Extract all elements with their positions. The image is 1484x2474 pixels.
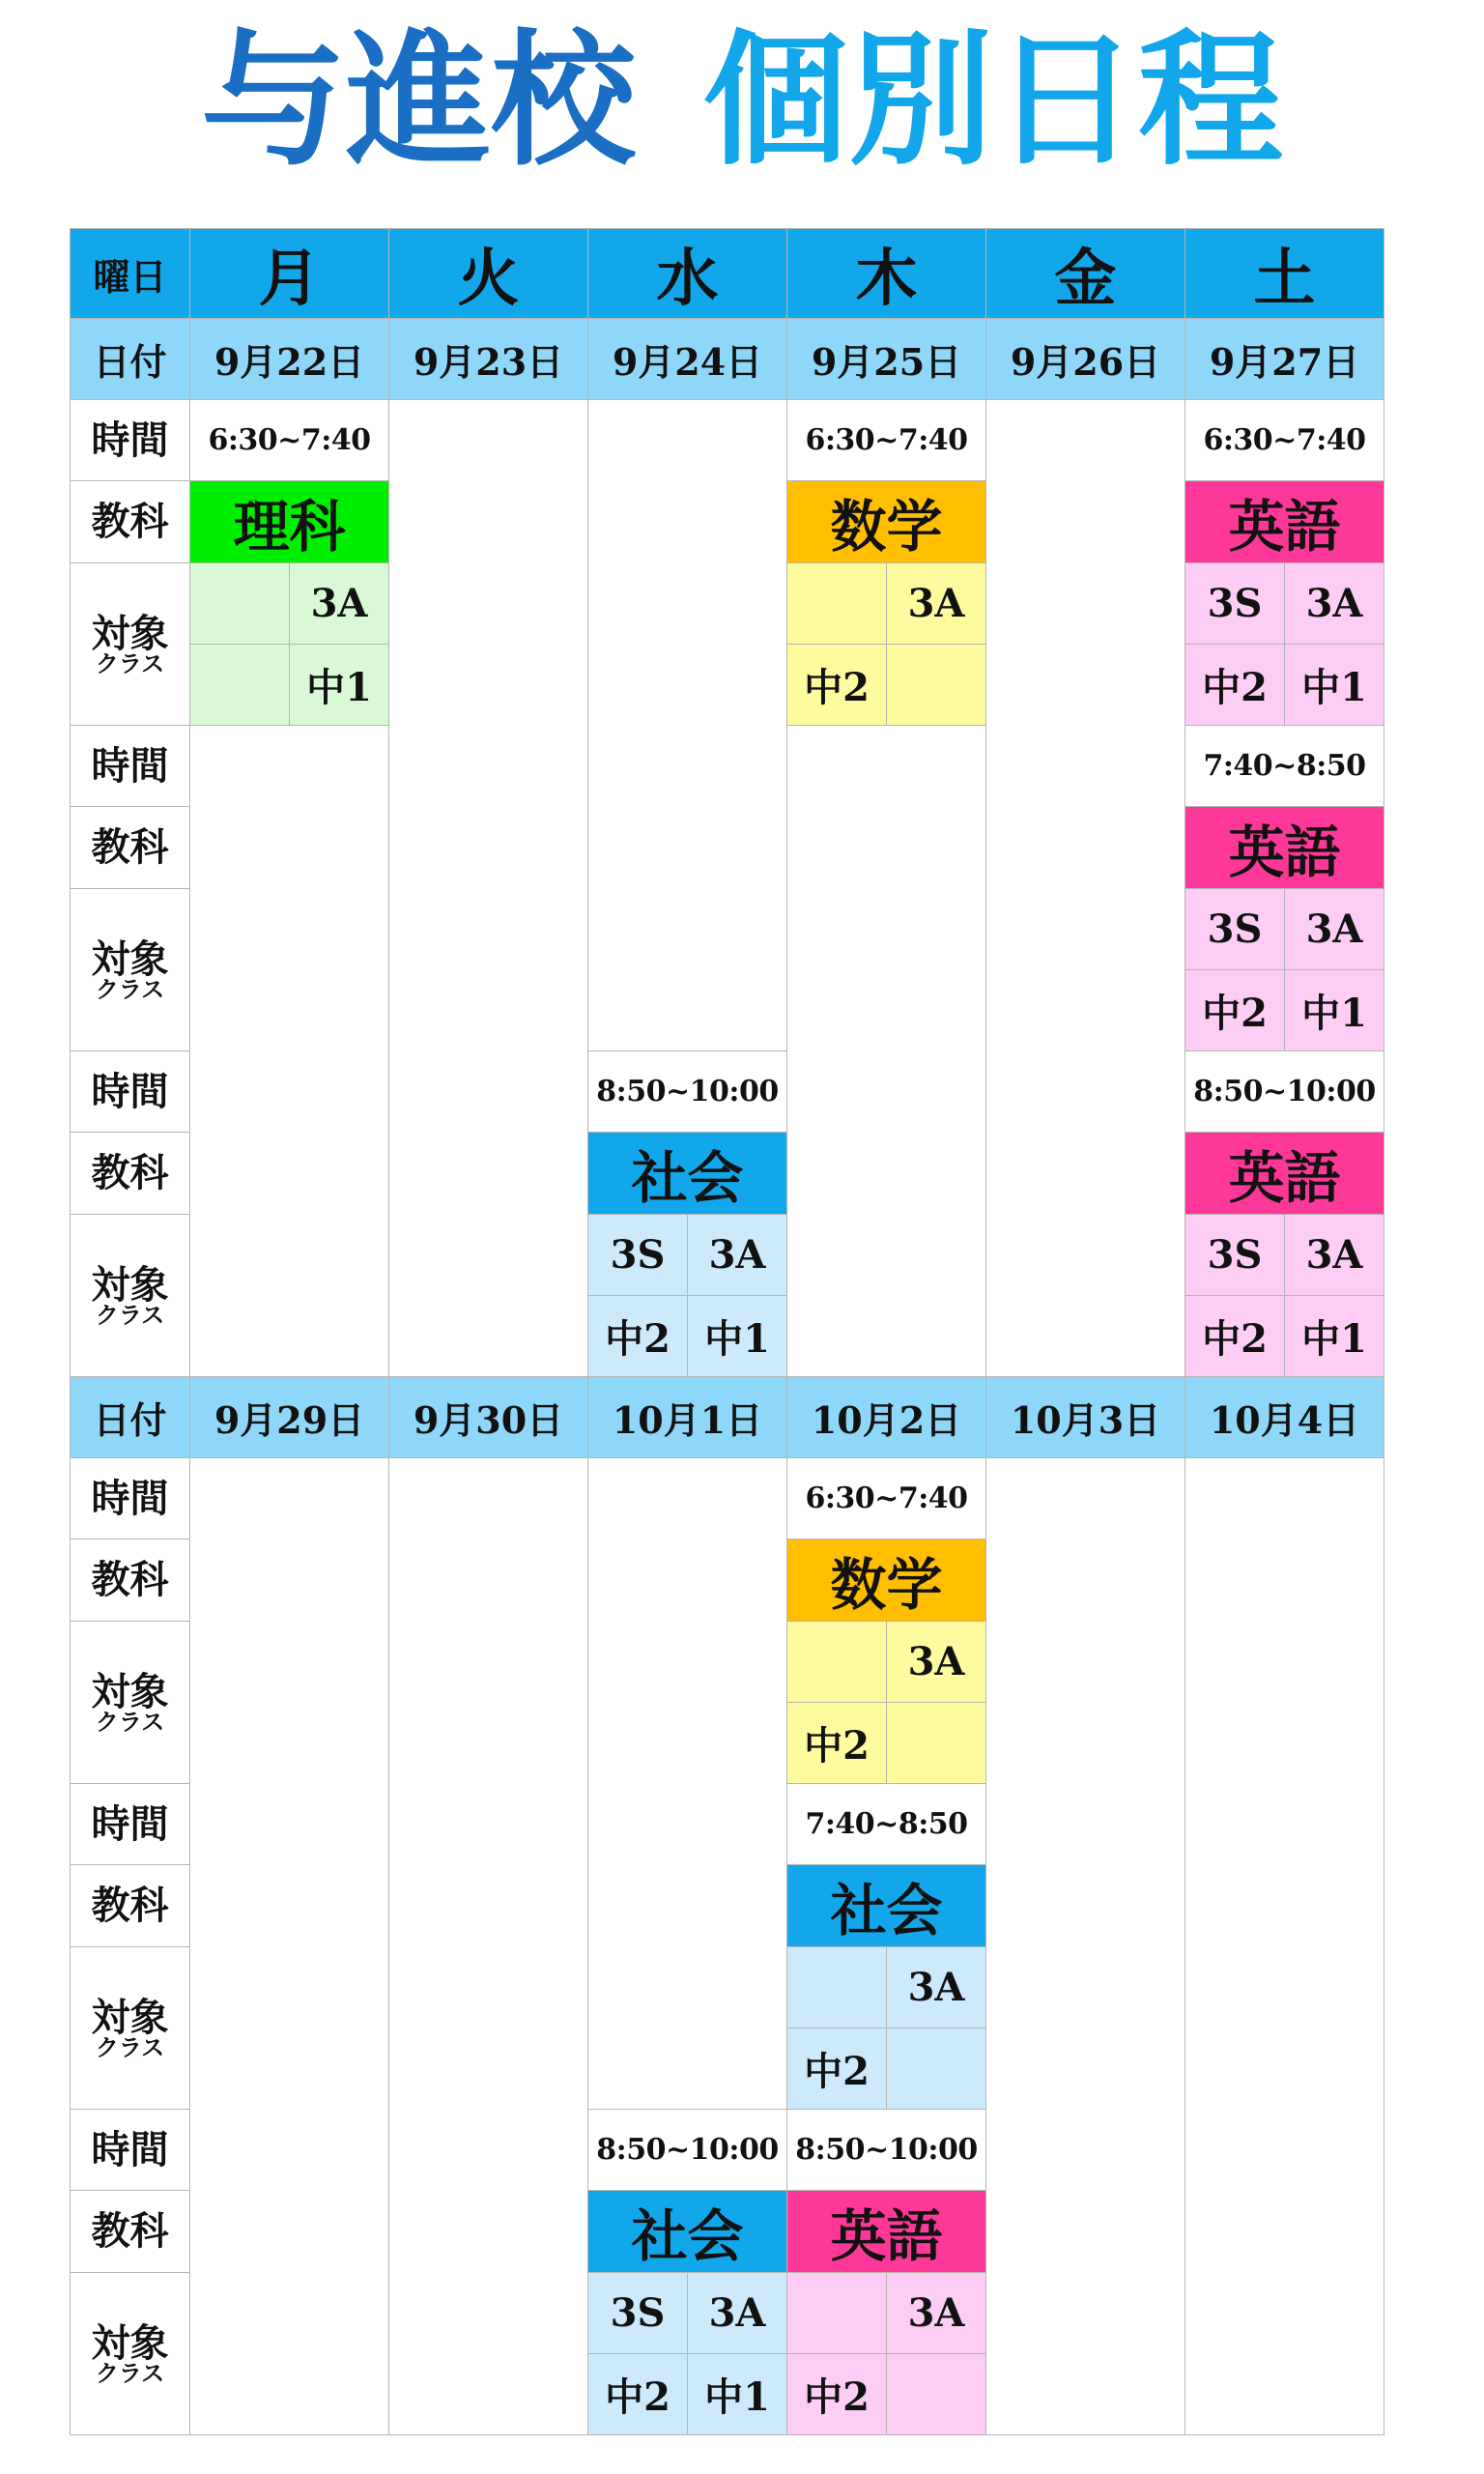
- row-label-subtext: クラス: [95, 974, 165, 1003]
- time-cell: 8:50~10:00: [787, 2110, 986, 2191]
- date-cell: 9月23日: [389, 319, 588, 400]
- row-label-subject: [71, 1133, 190, 1215]
- row-label-text: 教科: [91, 499, 169, 544]
- row-label-text: 時間: [91, 1800, 169, 1847]
- empty-cell: [986, 400, 1185, 1377]
- time-cell: 7:40~8:50: [787, 1784, 986, 1865]
- row-label-text: 教科: [91, 2208, 169, 2254]
- date-row: [71, 1377, 1384, 1458]
- class-cell: 3A: [290, 563, 389, 645]
- class-cell: 中2: [787, 1703, 887, 1784]
- date-cell: 10月1日: [588, 1377, 787, 1458]
- date-row: [71, 319, 1384, 400]
- class-cell: 3A: [887, 2273, 986, 2354]
- class-cell: 3A: [688, 1215, 787, 1296]
- row-label-target: [71, 563, 190, 726]
- empty-cell: [588, 400, 787, 1051]
- date-cell: 9月26日: [986, 319, 1185, 400]
- date-cell: 10月2日: [787, 1377, 986, 1458]
- class-cell: [887, 1703, 986, 1784]
- slot-row: [71, 1458, 1384, 1539]
- subject-cell: 社会: [588, 1133, 787, 1215]
- date-cell: 9月29日: [190, 1377, 389, 1458]
- row-label-subtext: クラス: [95, 2358, 165, 2387]
- row-label-text: 時間: [91, 2126, 169, 2172]
- class-cell: 3A: [688, 2273, 787, 2354]
- row-label-time: [71, 2110, 190, 2191]
- weekday-cell: 月: [190, 229, 389, 319]
- row-label-text: 教科: [91, 1883, 169, 1928]
- row-label-text: 時間: [91, 1475, 169, 1521]
- time-cell: 6:30~7:40: [1185, 400, 1384, 481]
- class-cell: 中2: [1185, 645, 1285, 726]
- subject-cell: 社会: [787, 1865, 986, 1947]
- date-cell: 9月27日: [1185, 319, 1384, 400]
- row-label-time: [71, 1458, 190, 1539]
- subject-cell: 英語: [1185, 1133, 1384, 1215]
- empty-cell: [1185, 1458, 1384, 2435]
- row-label-text: 対象: [91, 1994, 169, 2040]
- weekday-cell: 水: [588, 229, 787, 319]
- class-cell: 中2: [588, 1296, 688, 1377]
- weekday-cell: 木: [787, 229, 986, 319]
- class-cell: 3A: [887, 1622, 986, 1703]
- class-cell: 中1: [1285, 970, 1384, 1051]
- row-label-subject: [71, 481, 190, 563]
- class-cell: 3A: [887, 563, 986, 645]
- date-cell: 9月30日: [389, 1377, 588, 1458]
- class-cell: [190, 563, 290, 645]
- empty-cell: [389, 400, 588, 1377]
- class-cell: 3S: [588, 2273, 688, 2354]
- row-label-time: [71, 1784, 190, 1865]
- class-cell: 3A: [887, 1947, 986, 2028]
- title-name: 個別日程: [703, 17, 1284, 186]
- class-cell: 3A: [1285, 563, 1384, 645]
- class-cell: [190, 645, 290, 726]
- row-label-target: [71, 1947, 190, 2110]
- class-cell: 3S: [1185, 563, 1285, 645]
- subject-cell: 理科: [190, 481, 389, 563]
- row-label-time: [71, 1051, 190, 1133]
- class-cell: 中2: [787, 2354, 887, 2435]
- weekday-row: [71, 229, 1384, 319]
- time-cell: 6:30~7:40: [787, 1458, 986, 1539]
- schedule-table: [70, 228, 1384, 2435]
- class-cell: 3S: [1185, 1215, 1285, 1296]
- class-cell: [887, 645, 986, 726]
- empty-cell: [190, 1458, 389, 2435]
- row-label-subtext: クラス: [95, 2032, 165, 2061]
- row-label-target: [71, 1622, 190, 1784]
- class-cell: 中2: [588, 2354, 688, 2435]
- row-label-target: [71, 2273, 190, 2435]
- class-cell: 中2: [787, 645, 887, 726]
- class-cell: [887, 2028, 986, 2110]
- row-label-subtext: クラス: [95, 1300, 165, 1329]
- row-label-text: 時間: [91, 1068, 169, 1114]
- date-cell: 9月22日: [190, 319, 389, 400]
- class-cell: 3A: [1285, 1215, 1384, 1296]
- subject-cell: 英語: [787, 2191, 986, 2273]
- row-label-subtext: クラス: [95, 648, 165, 677]
- row-label-text: 時間: [91, 742, 169, 789]
- time-cell: 6:30~7:40: [787, 400, 986, 481]
- row-label-text: 対象: [91, 1261, 169, 1308]
- empty-cell: [389, 1458, 588, 2435]
- row-label-text: 教科: [91, 824, 169, 870]
- time-cell: 8:50~10:00: [588, 2110, 787, 2191]
- class-cell: [787, 563, 887, 645]
- date-label: 日付: [71, 319, 190, 400]
- row-label-time: [71, 400, 190, 481]
- subject-cell: 社会: [588, 2191, 787, 2273]
- class-cell: 3S: [1185, 889, 1285, 970]
- row-label-subject: [71, 807, 190, 889]
- class-cell: 3S: [588, 1215, 688, 1296]
- class-cell: 中1: [1285, 1296, 1384, 1377]
- time-cell: 8:50~10:00: [1185, 1051, 1384, 1133]
- subject-cell: 英語: [1185, 807, 1384, 889]
- class-cell: 中1: [290, 645, 389, 726]
- row-label-target: [71, 889, 190, 1051]
- class-cell: 中2: [1185, 1296, 1285, 1377]
- row-label-text: 対象: [91, 610, 169, 656]
- date-cell: 10月4日: [1185, 1377, 1384, 1458]
- class-cell: [787, 2273, 887, 2354]
- time-cell: 8:50~10:00: [588, 1051, 787, 1133]
- weekday-cell: 土: [1185, 229, 1384, 319]
- row-label-time: [71, 726, 190, 807]
- weekday-cell: 火: [389, 229, 588, 319]
- row-label-subject: [71, 1539, 190, 1622]
- time-cell: 6:30~7:40: [190, 400, 389, 481]
- row-label-subject: [71, 1865, 190, 1947]
- class-cell: [787, 1622, 887, 1703]
- slot-row: [71, 400, 1384, 481]
- row-label-subtext: クラス: [95, 1707, 165, 1736]
- subject-cell: 英語: [1185, 481, 1384, 563]
- row-label-text: 対象: [91, 1668, 169, 1714]
- row-label-target: [71, 1215, 190, 1377]
- class-cell: [787, 1947, 887, 2028]
- date-cell: 9月24日: [588, 319, 787, 400]
- empty-cell: [787, 726, 986, 1377]
- weekday-cell: 金: [986, 229, 1185, 319]
- subject-cell: 数学: [787, 481, 986, 563]
- class-cell: [887, 2354, 986, 2435]
- row-label-text: 教科: [91, 1557, 169, 1602]
- class-cell: 中2: [787, 2028, 887, 2110]
- empty-cell: [588, 1458, 787, 2110]
- date-cell: 10月3日: [986, 1377, 1185, 1458]
- row-label-text: 対象: [91, 935, 169, 982]
- class-cell: 3A: [1285, 889, 1384, 970]
- class-cell: 中1: [1285, 645, 1384, 726]
- date-label: 日付: [71, 1377, 190, 1458]
- weekday-label: 曜日: [71, 229, 190, 319]
- row-label-text: 時間: [91, 417, 169, 463]
- date-cell: 9月25日: [787, 319, 986, 400]
- title-school: 与進校: [200, 17, 636, 186]
- time-cell: 7:40~8:50: [1185, 726, 1384, 807]
- subject-cell: 数学: [787, 1539, 986, 1622]
- row-label-text: 教科: [91, 1150, 169, 1195]
- class-cell: 中1: [688, 1296, 787, 1377]
- page-title: [0, 19, 1484, 184]
- row-label-subject: [71, 2191, 190, 2273]
- empty-cell: [190, 726, 389, 1377]
- class-cell: 中1: [688, 2354, 787, 2435]
- class-cell: 中2: [1185, 970, 1285, 1051]
- row-label-text: 対象: [91, 2319, 169, 2366]
- empty-cell: [986, 1458, 1185, 2435]
